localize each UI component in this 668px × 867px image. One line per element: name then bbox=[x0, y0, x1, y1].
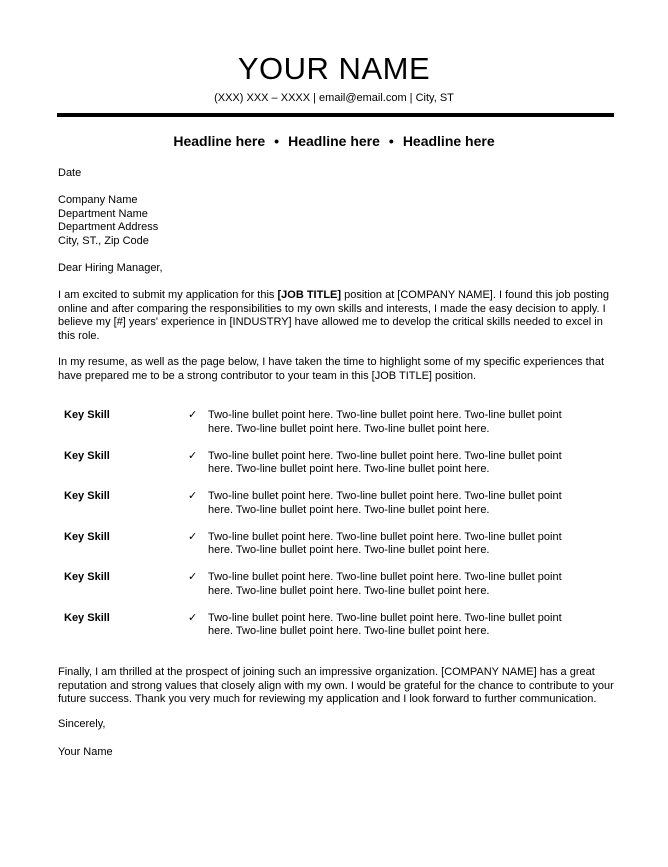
skill-row bbox=[58, 531, 614, 571]
intro-text-start: I am excited to submit my application for this bbox=[58, 289, 278, 301]
check-icon: ✓ bbox=[188, 449, 198, 462]
check-icon: ✓ bbox=[188, 409, 198, 421]
skill-label: Key Skill bbox=[64, 530, 110, 543]
intro-paragraph bbox=[58, 289, 614, 343]
intro-text-end: position at [COMPANY NAME]. I found this job posting online and after comparing the responsibilities to my own skills and interests, I made the easy decision to apply. I believe my [#] years' experience in [INDUSTRY] have allowed me to develop the critical skills needed to excel in this role. bbox=[58, 289, 610, 342]
header-divider bbox=[57, 113, 614, 117]
sign-off: Sincerely, bbox=[58, 718, 106, 730]
closing-paragraph: Finally, I am thrilled at the prospect of joining such an impressive organization. [COMPANY NAME] has a great reputation and strong values that closely align with my own. I would be grateful for the chance to contribute to your future success. Thank you very much for reviewing my application and I look forward to further communication. bbox=[58, 666, 614, 705]
skill-label: Key Skill bbox=[64, 449, 110, 462]
address-company: Company Name bbox=[58, 194, 138, 206]
headline-separator: • bbox=[388, 133, 394, 149]
headline-separator: • bbox=[274, 133, 280, 149]
headline-3: Headline here bbox=[402, 133, 495, 149]
skill-label: Key Skill bbox=[64, 571, 110, 583]
headline-2: Headline here bbox=[288, 133, 380, 149]
signature-name: Your Name bbox=[58, 746, 113, 758]
resume-paragraph: In my resume, as well as the page below, I have taken the time to highlight some of my specific experiences that have prepared me to be a strong contributor to your team in this [JOB TITLE] position. bbox=[58, 356, 605, 382]
headline-1: Headline here bbox=[173, 133, 266, 149]
skill-row bbox=[58, 450, 614, 490]
check-icon: ✓ bbox=[188, 530, 198, 543]
headline-row bbox=[0, 132, 668, 150]
intro-job-title: [JOB TITLE] bbox=[277, 289, 342, 301]
skill-row bbox=[58, 571, 614, 611]
skill-label: Key Skill bbox=[64, 490, 110, 502]
recipient-address bbox=[58, 194, 614, 248]
address-city: City, ST., Zip Code bbox=[58, 234, 149, 247]
skill-bullet-text: Two-line bullet point here. Two-line bullet point here. Two-line bullet point here. Two-line bullet point here. Two-line bullet point here. bbox=[208, 449, 562, 475]
skill-bullet-text: Two-line bullet point here. Two-line bullet point here. Two-line bullet point here. Two-line bullet point here. Two-line bullet point here. bbox=[208, 611, 562, 637]
skill-row bbox=[58, 612, 614, 652]
skill-row bbox=[58, 409, 614, 449]
skill-bullet-text: Two-line bullet point here. Two-line bullet point here. Two-line bullet point here. Two-line bullet point here. Two-line bullet point here. bbox=[208, 530, 562, 556]
contact-line: (XXX) XXX – XXXX | email@email.com | City, ST bbox=[214, 92, 454, 104]
skill-label: Key Skill bbox=[64, 409, 110, 421]
greeting: Dear Hiring Manager, bbox=[58, 262, 163, 274]
skill-label: Key Skill bbox=[64, 611, 110, 624]
applicant-name: YOUR NAME bbox=[237, 51, 431, 86]
check-icon: ✓ bbox=[188, 611, 198, 624]
skill-row bbox=[58, 490, 614, 530]
letter-date: Date bbox=[58, 167, 82, 179]
check-icon: ✓ bbox=[188, 571, 198, 583]
skill-bullet-text: Two-line bullet point here. Two-line bullet point here. Two-line bullet point here. Two-line bullet point here. Two-line bullet point here. bbox=[208, 409, 562, 435]
skill-bullet-text: Two-line bullet point here. Two-line bullet point here. Two-line bullet point here. Two-line bullet point here. Two-line bullet point here. bbox=[208, 490, 562, 516]
address-street: Department Address bbox=[58, 221, 159, 233]
check-icon: ✓ bbox=[188, 490, 198, 502]
skill-bullet-text: Two-line bullet point here. Two-line bullet point here. Two-line bullet point here. Two-line bullet point here. Two-line bullet point here. bbox=[208, 571, 562, 597]
address-department: Department Name bbox=[58, 207, 148, 220]
